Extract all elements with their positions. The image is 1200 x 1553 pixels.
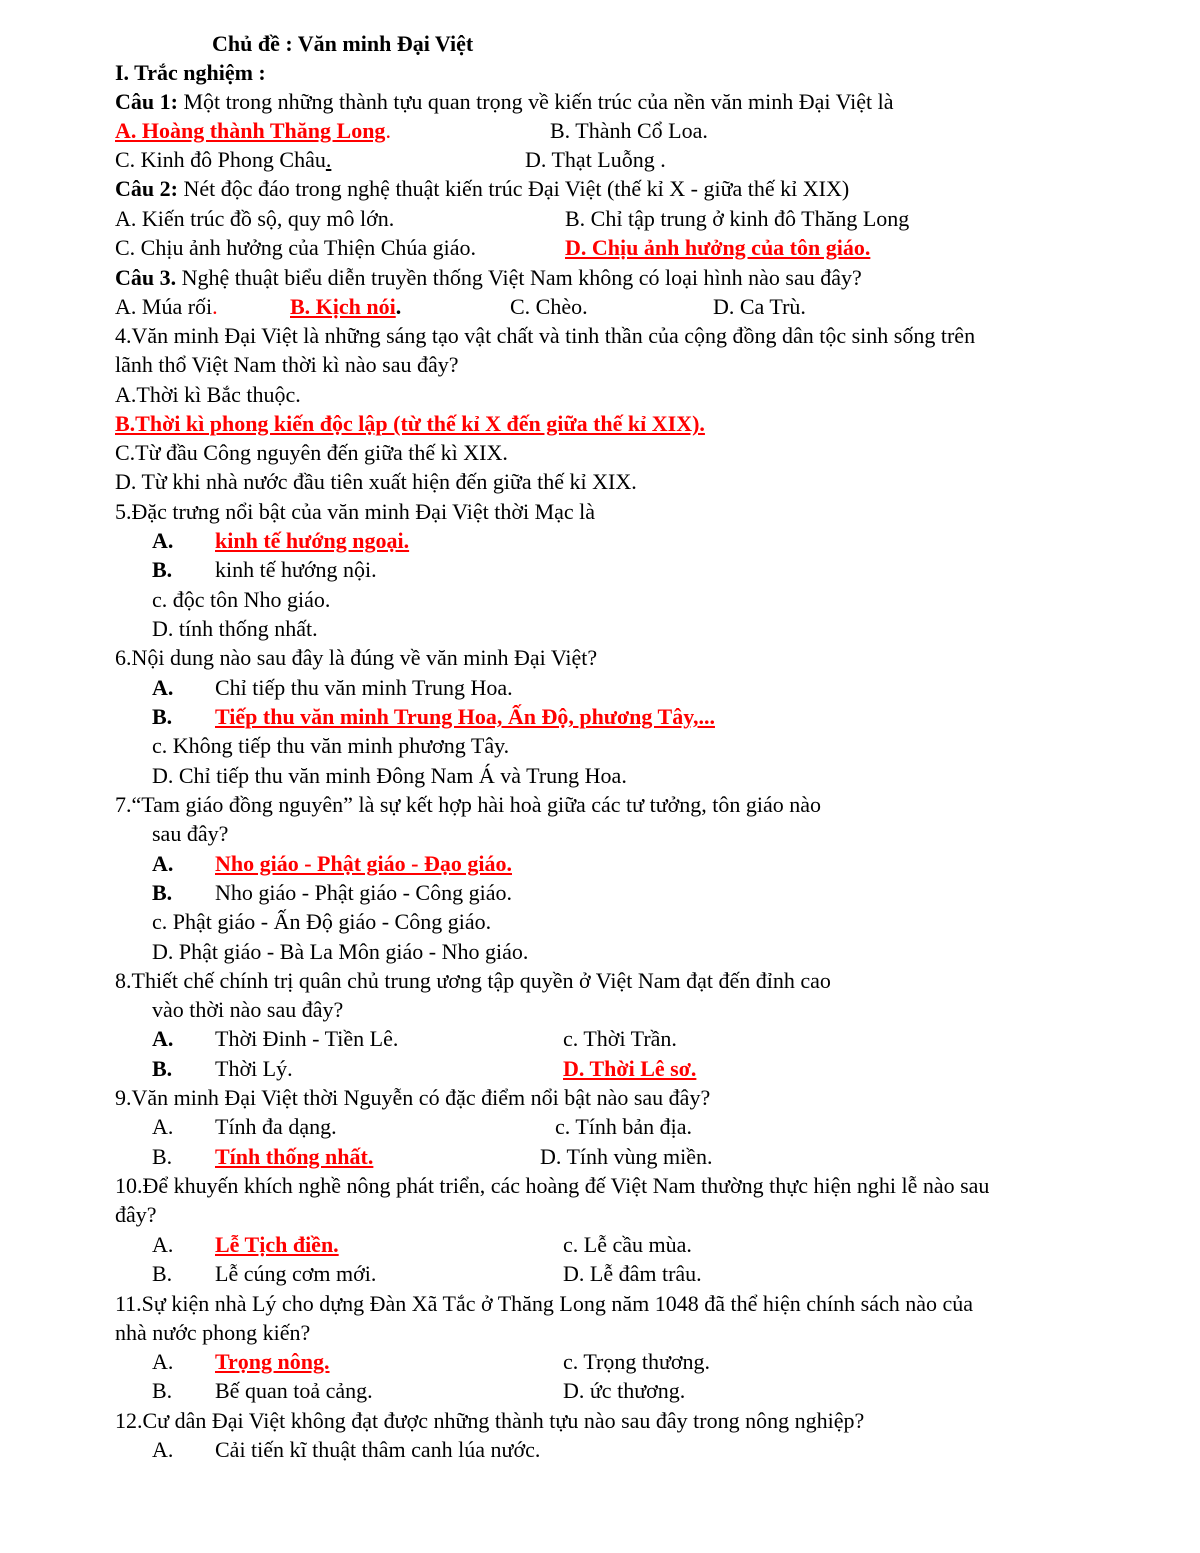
correct-answer: B. Kịch nói <box>290 294 396 319</box>
q6-label-a: A. <box>152 675 174 700</box>
question-4-line-1: 4.Văn minh Đại Việt là những sáng tạo vật chất và tinh thần của cộng đồng dân tộc sinh sống trên <box>115 323 976 348</box>
q5-option-a: kinh tế hướng ngoại. <box>215 528 410 553</box>
q10-option-d: D. Lễ đâm trâu. <box>563 1261 702 1286</box>
q5-option-c: c. độc tôn Nho giáo. <box>152 587 331 612</box>
q8-option-a: Thời Đinh - Tiền Lê. <box>215 1026 399 1051</box>
q10-label-a: A. <box>152 1232 174 1257</box>
q10-option-b: Lễ cúng cơm mới. <box>215 1261 377 1286</box>
question-2 <box>115 175 849 203</box>
q3-option-d: D. Ca Trù. <box>713 294 806 319</box>
q6-label-b: B. <box>152 704 173 729</box>
question-9: 9.Văn minh Đại Việt thời Nguyễn có đặc điểm nổi bật nào sau đây? <box>115 1085 711 1110</box>
q1-option-c: C. Kinh đô Phong Châu. <box>115 147 332 172</box>
question-10-line-2: đây? <box>115 1202 157 1227</box>
q11-label-b: B. <box>152 1378 173 1403</box>
q6-option-b: Tiếp thu văn minh Trung Hoa, Ấn Độ, phương Tây,... <box>215 704 715 729</box>
q1-option-a: A. Hoàng thành Thăng Long. <box>115 118 391 143</box>
q4-option-c: C.Từ đầu Công nguyên đến giữa thế kì XIX. <box>115 440 508 465</box>
q11-label-a: A. <box>152 1349 174 1374</box>
q3-option-c: C. Chèo. <box>510 294 588 319</box>
q2-option-a: A. Kiến trúc đồ sộ, quy mô lớn. <box>115 206 395 231</box>
q1-option-b: B. Thành Cổ Loa. <box>550 118 708 143</box>
question-label: Câu 1: <box>115 89 178 114</box>
q2-option-b: B. Chỉ tập trung ở kinh đô Thăng Long <box>565 206 910 231</box>
question-5: 5.Đặc trưng nổi bật của văn minh Đại Việt thời Mạc là <box>115 499 596 524</box>
question-7-line-2: sau đây? <box>152 821 229 846</box>
q3-option-b: B. Kịch nói. <box>290 294 402 319</box>
q9-option-d: D. Tính vùng miền. <box>540 1144 713 1169</box>
question-6: 6.Nội dung nào sau đây là đúng về văn minh Đại Việt? <box>115 645 598 670</box>
correct-answer: A. Hoàng thành Thăng Long <box>115 118 386 143</box>
q10-option-a: Lễ Tịch điền. <box>215 1232 339 1257</box>
q8-option-b: Thời Lý. <box>215 1056 293 1081</box>
q5-option-b: kinh tế hướng nội. <box>215 557 377 582</box>
q5-label-a: A. <box>152 528 174 553</box>
q2-option-c: C. Chịu ảnh hưởng của Thiện Chúa giáo. <box>115 235 477 260</box>
question-label: Câu 2: <box>115 176 178 201</box>
q12-option-a: Cải tiến kĩ thuật thâm canh lúa nước. <box>215 1437 541 1462</box>
q9-label-a: A. <box>152 1114 174 1139</box>
section-heading: I. Trắc nghiệm : <box>115 60 266 85</box>
question-label: Câu 3. <box>115 265 177 290</box>
q10-option-c: c. Lễ cầu mùa. <box>563 1232 692 1257</box>
q8-label-a: A. <box>152 1026 174 1051</box>
question-text: Nét độc đáo trong nghệ thuật kiến trúc Đại Việt (thế kỉ X - giữa thế kỉ XIX) <box>177 176 850 201</box>
page-title: Chủ đề : Văn minh Đại Việt <box>212 31 474 56</box>
question-3 <box>115 264 862 292</box>
q6-option-c: c. Không tiếp thu văn minh phương Tây. <box>152 733 510 758</box>
q11-option-a: Trọng nông. <box>215 1349 330 1374</box>
question-7-line-1: 7.“Tam giáo đồng nguyên” là sự kết hợp hài hoà giữa các tư tưởng, tôn giáo nào <box>115 792 822 817</box>
question-text: Một trong những thành tựu quan trọng về kiến trúc của nền văn minh Đại Việt là <box>177 89 894 114</box>
q12-label-a: A. <box>152 1437 174 1462</box>
question-8-line-1: 8.Thiết chế chính trị quân chủ trung ương tập quyền ở Việt Nam đạt đến đỉnh cao <box>115 968 831 993</box>
question-4-line-2: lãnh thổ Việt Nam thời kì nào sau đây? <box>115 352 459 377</box>
q5-option-d: D. tính thống nhất. <box>152 616 318 641</box>
q9-option-a: Tính đa dạng. <box>215 1114 337 1139</box>
q8-option-d: D. Thời Lê sơ. <box>563 1056 697 1081</box>
question-11-line-1: 11.Sự kiện nhà Lý cho dựng Đàn Xã Tắc ở Thăng Long năm 1048 đã thể hiện chính sách nào của <box>115 1291 974 1316</box>
q5-label-b: B. <box>152 557 173 582</box>
q4-option-b: B.Thời kì phong kiến độc lập (từ thế kỉ X đến giữa thế kỉ XIX). <box>115 411 705 436</box>
q4-option-d: D. Từ khi nhà nước đầu tiên xuất hiện đến giữa thế kỉ XIX. <box>115 469 637 494</box>
question-text: Nghệ thuật biểu diễn truyền thống Việt Nam không có loại hình nào sau đây? <box>176 265 862 290</box>
q9-option-b: Tính thống nhất. <box>215 1144 374 1169</box>
q10-label-b: B. <box>152 1261 173 1286</box>
q7-label-a: A. <box>152 851 174 876</box>
q1-option-d: D. Thạt Luỗng . <box>525 147 666 172</box>
q7-option-a: Nho giáo - Phật giáo - Đạo giáo. <box>215 851 512 876</box>
q8-option-c: c. Thời Trần. <box>563 1026 677 1051</box>
q6-option-a: Chỉ tiếp thu văn minh Trung Hoa. <box>215 675 513 700</box>
q7-option-d: D. Phật giáo - Bà La Môn giáo - Nho giáo. <box>152 939 529 964</box>
q11-option-c: c. Trọng thương. <box>563 1349 711 1374</box>
q7-label-b: B. <box>152 880 173 905</box>
q11-option-b: Bế quan toả cảng. <box>215 1378 373 1403</box>
q3-option-a: A. Múa rối. <box>115 294 218 319</box>
q9-label-b: B. <box>152 1144 173 1169</box>
q6-option-d: D. Chỉ tiếp thu văn minh Đông Nam Á và Trung Hoa. <box>152 763 627 788</box>
q7-option-b: Nho giáo - Phật giáo - Công giáo. <box>215 880 512 905</box>
question-8-line-2: vào thời nào sau đây? <box>152 997 344 1022</box>
question-12: 12.Cư dân Đại Việt không đạt được những thành tựu nào sau đây trong nông nghiệp? <box>115 1408 865 1433</box>
q4-option-a: A.Thời kì Bắc thuộc. <box>115 382 301 407</box>
question-10-line-1: 10.Để khuyến khích nghề nông phát triển, các hoàng đế Việt Nam thường thực hiện nghi lễ nào sau <box>115 1173 990 1198</box>
q7-option-c: c. Phật giáo - Ấn Độ giáo - Công giáo. <box>152 909 492 934</box>
question-1 <box>115 88 894 116</box>
question-11-line-2: nhà nước phong kiến? <box>115 1320 311 1345</box>
q9-option-c: c. Tính bản địa. <box>555 1114 693 1139</box>
q2-option-d: D. Chịu ảnh hưởng của tôn giáo. <box>565 235 871 260</box>
q8-label-b: B. <box>152 1056 173 1081</box>
q11-option-d: D. ức thương. <box>563 1378 686 1403</box>
